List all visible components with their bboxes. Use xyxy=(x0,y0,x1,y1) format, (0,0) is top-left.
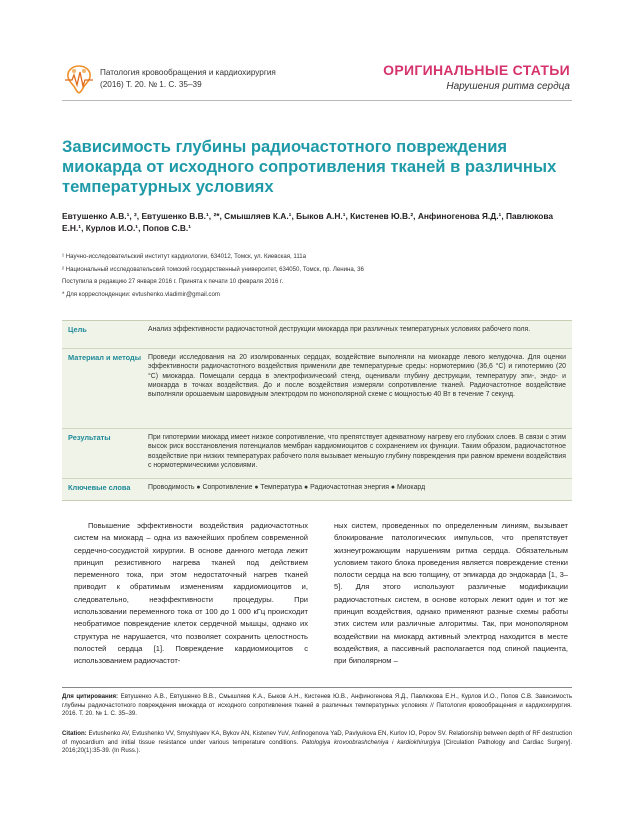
keywords-label: Ключевые слова xyxy=(68,483,131,492)
journal-info xyxy=(100,67,276,91)
keywords-text: Проводимость ● Сопротивление ● Температура ● Радиочастотная энергия ● Миокард xyxy=(148,484,426,491)
abstract-box xyxy=(62,320,572,501)
citation-divider xyxy=(62,687,572,688)
header-divider xyxy=(62,100,572,101)
citation-en-text-1: Evtushenko AV, Evtushenko VV, Smyshlyaev KA, Bykov AN, Kistenev YuV, Anfinogenova YaD, Pavlyukova EN, Kurlov IO, Popov SV. Relationship between depth of RF destruction of myocardium and initial tissue resistance under various temperature conditions. xyxy=(62,730,572,746)
results-text: При гипотермии миокард имеет низкое сопротивление, что препятствует адекватному нагреву его глубоких слоев. В связи с этим высок риск восстановления потенциалов мембран кардиомиоцитов с сохранением их функции. Таким образом, радиочастотное воздействие при низких температурах рабочего поля вызывает меньшую глубину повреждения при равном времени воздействия с нормотермическими условиями. xyxy=(148,434,566,469)
section-label: ОРИГИНАЛЬНЫЕ СТАТЬИ xyxy=(383,62,570,78)
citation-en-journal: Patologiya krovoobrashcheniya i kardiokhirurgiya xyxy=(301,738,441,746)
body-right-column: ных систем, проведенных по определенным линиям, вызывает блокирование патологических импульсов, что препятствует жизнеугрожающим нарушениям ритма сердца. Обязательным условием такого блока проведения является повреждение стенки полости сердца на всю толщину, от эпикарда до эндокарда [1, 3–5]. Для этого используют различные модификации радиочастотных систем, в основе которых лежит один и тот же принцип воздействия, однако применяют разные схемы работы этих систем или различные алгоритмы. Так, при монополярном воздействии на миокард активный электрод находится в месте воздействия, а пассивный располагается под спиной пациента, при биполярном – xyxy=(334,521,568,666)
citation-ru-text: Евтушенко А.В., Евтушенко В.В., Смышляев К.А., Быков А.Н., Кистенев Ю.В., Анфиногенова Я.Д., Павлюкова Е.Н., Курлов И.О., Попов С.В. Зависимость глубины радиочастотного повреждения миокарда от исходного сопротивления тканей в различных температурных условиях // Патология кровообращения и кардиохирургия. 2016. Т. 20. № 1. С. 35–39. xyxy=(62,693,573,718)
journal-issue: (2016) Т. 20. № 1. С. 35–39 xyxy=(100,80,202,89)
affiliation-2: ² Национальный исследовательский томский государственный университет, 634050, Томск, пр. Ленина, 36 xyxy=(62,265,364,273)
methods-label: Материал и методы xyxy=(68,353,142,362)
methods-text: Проведи исследования на 20 изолированных сердцах, воздействие выполняли на миокарде левого желудочка. Для оценки эффективности радиочастотного воздействия применили две температурные среды: нормотермию (36,6 °С) и гипотермию (20 °С) миокарда. Помещали сердца в электрофизический стенд, оценивали глубину деструкции, температуру эпи-, эндо- и миокарда в точках воздействия. До и после воздействия измеряли сопротивление тканей. Радиочастотное воздействие выполняли орошаемым шаровидным электродом по монополярной схеме с мощностью 40 Вт в течение 7 секунд. xyxy=(148,354,566,399)
received-dates: Поступила в редакцию 27 января 2016 г. Принята к печати 10 февраля 2016 г. xyxy=(62,278,284,285)
citation-ru-label: Для цитирования: xyxy=(62,693,119,700)
author-list: Евтушенко А.В.¹, ², Евтушенко В.В.¹, ²*, Смышляев К.А.¹, Быков А.Н.¹, Кистенев Ю.В.², Анфиногенова Я.Д.¹, Павлюкова Е.Н.¹, Курлов И.О.¹, Попов С.В.¹ xyxy=(62,211,554,233)
affiliation-1: ¹ Научно-исследовательский институт кардиологии, 634012, Томск, ул. Киевская, 111а xyxy=(62,253,307,260)
affiliations xyxy=(62,253,582,303)
results-label: Результаты xyxy=(68,433,111,442)
abstract-results-row xyxy=(62,429,572,479)
abstract-methods-row xyxy=(62,349,572,429)
article-title: Зависимость глубины радиочастотного повреждения миокарда от исходного сопротивления тканей в различных температурных условиях xyxy=(62,137,557,196)
body-left-column: Повышение эффективности воздействия радиочастотных систем на миокард – одна из важнейших проблем современной сердечно-сосудистой хирургии. В основе данного метода лежит принцип резистивного нагрева тканей под действием переменного тока, при этом недостаточный нагрев тканей приводит к обратимым изменениям кардиомиоцитов и, следовательно, неэффективности процедуры. При использовании переменного тока от 100 до 1 000 кГц происходит необратимое повреждение клеток сердечной мышцы, однако их структура не нарушается, что позволяет сохранить целостность полостей сердца [1]. Повреждение кардиомиоцитов с использованием радиочастот- xyxy=(74,521,308,666)
abstract-aim-row xyxy=(62,321,572,349)
citation-en-label: Citation: xyxy=(62,730,87,737)
abstract-keywords-row xyxy=(62,479,572,502)
aim-text: Анализ эффективности радиочастотной деструкции миокарда при различных температурных условиях рабочего поля. xyxy=(148,326,531,333)
citation-english xyxy=(62,730,572,756)
citation-en-text-2: [Circulation Pathology and Cardiac Surgery]. 2016;20(1):35-39. (In Russ.). xyxy=(62,738,573,755)
journal-logo-icon xyxy=(62,62,96,96)
aim-label: Цель xyxy=(68,325,87,334)
subsection-label: Нарушения ритма сердца xyxy=(446,81,570,92)
citation-russian xyxy=(62,693,572,719)
correspondence-email: * Для корреспонденции: evtushenko.vladimir@gmail.com xyxy=(62,290,220,298)
journal-name: Патология кровообращения и кардиохирургия xyxy=(100,68,276,77)
